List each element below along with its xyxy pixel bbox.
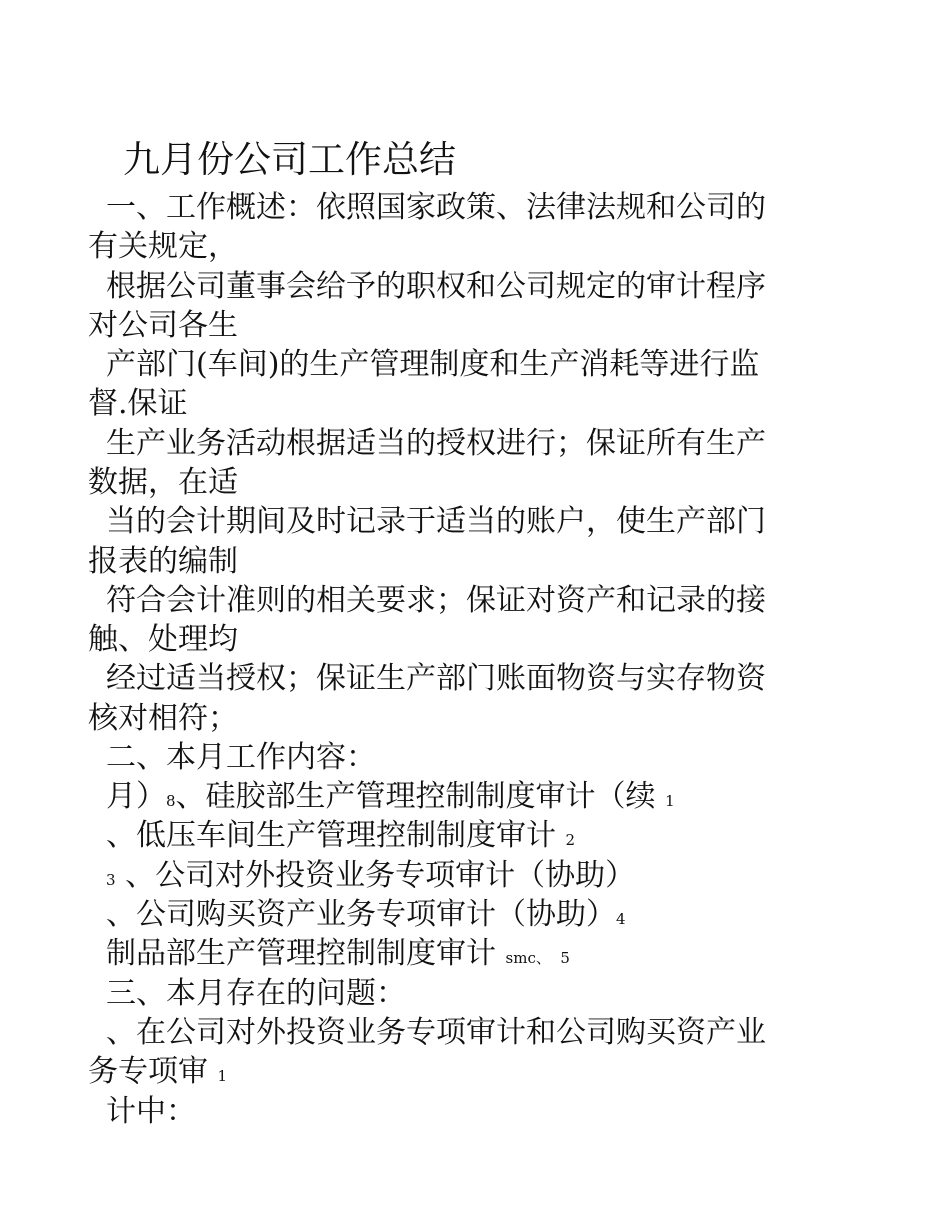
work-item-3	[88, 856, 886, 900]
section-2-heading: 二、本月工作内容：	[106, 740, 376, 775]
work-item-4-text: 、公司购买资产业务专项审计（协助）	[106, 897, 616, 932]
work-item-1-num-a: 8	[166, 792, 176, 810]
issue-line-1: 、在公司对外投资业务专项审计和公司购买资产业	[106, 1015, 766, 1050]
overview-line-4: 对公司各生	[88, 308, 238, 343]
overview-line-14: 核对相符；	[88, 701, 238, 736]
work-item-2-text: 、低压车间生产管理控制制度审计	[106, 818, 556, 853]
work-item-5-text: 制品部生产管理控制制度审计	[106, 936, 496, 971]
overview-line-6: 督.保证	[88, 386, 188, 421]
overview-line-12: 触、处理均	[88, 622, 238, 657]
work-item-3-num: 3	[106, 871, 116, 889]
overview-line-1: 一、工作概述：依照国家政策、法律法规和公司的	[106, 190, 766, 225]
issue-line-3: 计中：	[106, 1094, 196, 1129]
overview-line-5: 产部门(车间)的生产管理制度和生产消耗等进行监	[106, 347, 760, 382]
overview-line-2: 有关规定，	[88, 229, 238, 264]
work-item-5	[88, 934, 886, 978]
work-item-1-num-b: 1	[665, 792, 675, 810]
work-item-1-text-a: 月）	[106, 779, 166, 814]
overview-line-7: 生产业务活动根据适当的授权进行；保证所有生产	[106, 426, 766, 461]
overview-line-13: 经过适当授权；保证生产部门账面物资与实存物资	[106, 661, 766, 696]
work-item-5-code: smc、	[505, 949, 551, 967]
issue-line-2	[88, 1052, 868, 1096]
work-item-4-num: 4	[616, 910, 626, 928]
issue-line-2-text: 务专项审	[88, 1054, 208, 1089]
work-item-2	[88, 816, 886, 860]
overview-line-3: 根据公司董事会给予的职权和公司规定的审计程序	[106, 269, 766, 304]
overview-line-11: 符合会计准则的相关要求；保证对资产和记录的接	[106, 583, 766, 618]
page-title: 九月份公司工作总结	[123, 138, 456, 181]
work-item-1-text-b: 、硅胶部生产管理控制制度审计（续	[175, 779, 656, 814]
work-item-5-num: 5	[560, 949, 570, 967]
section-3-heading: 三、本月存在的问题：	[106, 976, 406, 1011]
overview-line-8: 数据，在适	[88, 465, 238, 500]
work-item-3-text: 、公司对外投资业务专项审计（协助）	[125, 858, 636, 893]
work-item-4	[88, 895, 886, 939]
work-item-2-num: 2	[565, 831, 576, 849]
overview-line-9: 当的会计期间及时记录于适当的账户，使生产部门	[106, 504, 766, 539]
overview-line-10: 报表的编制	[88, 544, 238, 579]
work-item-1	[88, 777, 886, 821]
issue-line-2-num: 1	[217, 1067, 228, 1085]
